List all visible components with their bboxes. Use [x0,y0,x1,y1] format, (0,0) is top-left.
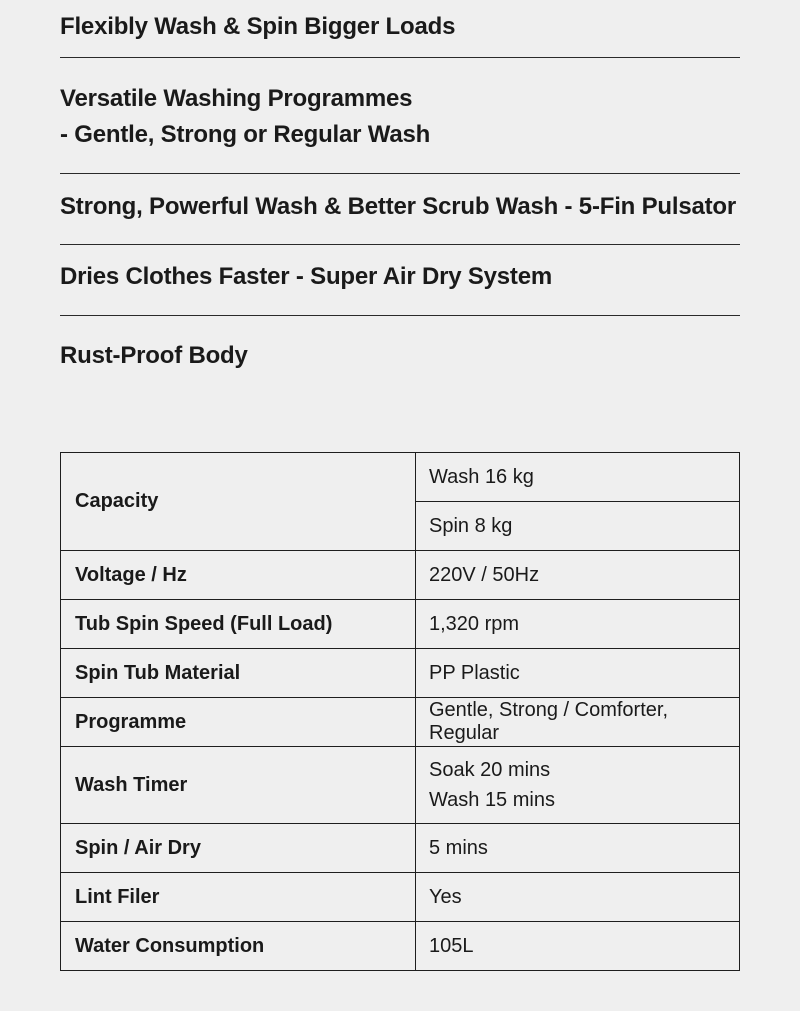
feature-item [60,245,740,316]
feature-text: Versatile Washing Programmes [60,85,413,112]
table-row [61,824,740,873]
spec-label: Spin / Air Dry [61,824,416,873]
table-row [61,747,740,824]
spec-value: 220V / 50Hz [416,551,740,600]
spec-value [416,747,740,824]
spec-value-line: Soak 20 mins [429,759,551,781]
table-row [61,873,740,922]
spec-label: Water Consumption [61,922,416,971]
spec-label: Voltage / Hz [61,551,416,600]
feature-list [60,0,740,376]
spec-label: Programme [61,698,416,747]
table-row [61,698,740,747]
feature-item [60,316,740,376]
spec-value: 105L [416,922,740,971]
table-row [61,453,740,502]
feature-text: Strong, Powerful Wash & Better Scrub Wash - 5-Fin Pulsator [60,193,737,220]
spec-value: Spin 8 kg [416,502,740,551]
feature-text: - Gentle, Strong or Regular Wash [60,121,431,148]
table-row [61,600,740,649]
feature-text: Dries Clothes Faster - Super Air Dry System [60,263,553,290]
spec-label: Spin Tub Material [61,649,416,698]
spec-label: Capacity [61,453,416,551]
feature-item [60,58,740,174]
feature-item [60,174,740,245]
spec-label: Wash Timer [61,747,416,824]
spec-value: 1,320 rpm [416,600,740,649]
spec-value-line: Wash 15 mins [429,789,555,811]
spec-value: Gentle, Strong / Comforter, Regular [416,698,740,747]
feature-item [60,0,740,58]
table-row [61,922,740,971]
feature-text: Flexibly Wash & Spin Bigger Loads [60,13,456,40]
spec-label: Tub Spin Speed (Full Load) [61,600,416,649]
table-row [61,649,740,698]
spec-value: 5 mins [416,824,740,873]
spec-value: Yes [416,873,740,922]
spec-label: Lint Filer [61,873,416,922]
spec-value: Wash 16 kg [416,453,740,502]
specs-table [60,452,740,971]
table-row [61,551,740,600]
feature-text: Rust-Proof Body [60,342,248,369]
spec-value: PP Plastic [416,649,740,698]
